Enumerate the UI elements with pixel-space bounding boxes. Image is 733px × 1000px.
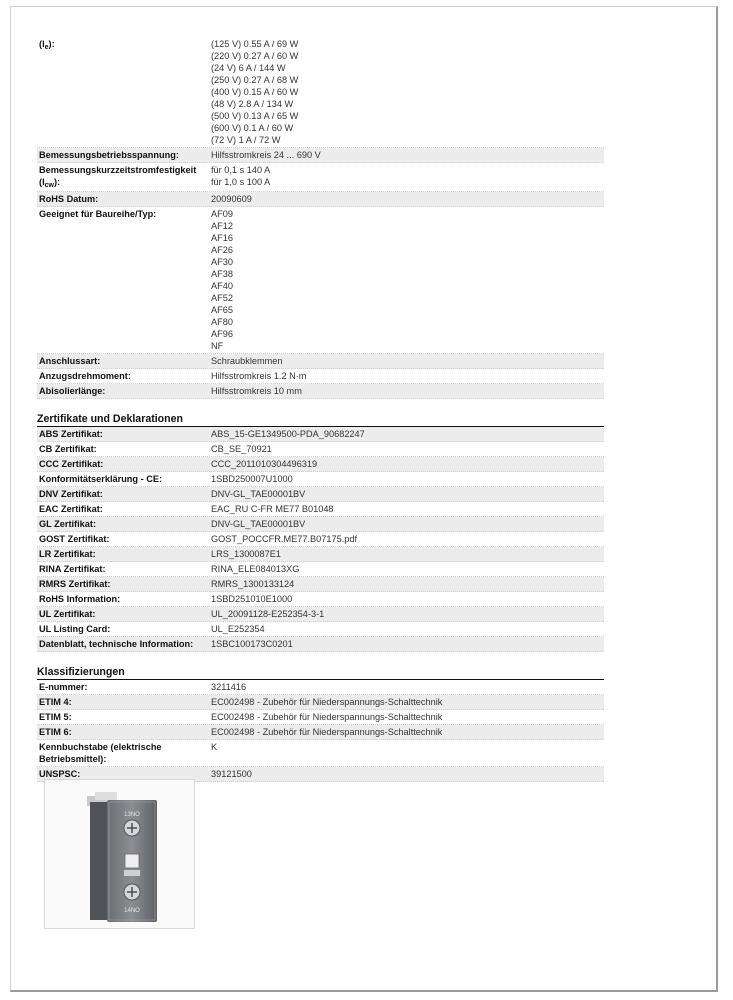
certificate-row (37, 622, 604, 637)
certificate-value: 1SBC100173C0201 (211, 639, 293, 649)
spec-value: AF09 AF12 AF16 AF26 AF30 AF38 AF40 AF52 AF65 AF80 AF96 NF (211, 209, 233, 351)
spec-label: Abisolierlänge: (39, 386, 106, 396)
certificates-table (37, 427, 604, 652)
certificate-label: DNV Zertifikat: (39, 489, 103, 499)
spec-label: $(I_e)$: (39, 39, 55, 51)
spec-label: RoHS Datum: (39, 194, 99, 204)
classification-label: UNSPSC: (39, 769, 81, 779)
certificate-row (37, 442, 604, 457)
spec-value: Hilfsstromkreis 1.2 N·m (211, 371, 307, 381)
classification-label: Kennbuchstabe (elektrische Betriebsmittel): (39, 742, 162, 764)
certificate-value: CB_SE_70921 (211, 444, 272, 454)
spec-value: (125 V) 0.55 A / 69 W (220 V) 0.27 A / 60 W (24 V) 6 A / 144 W (250 V) 0.27 A / 68 W (400 V) 0.15 A / 60 W (48 V) 2.8 A / 134 W (500 V) 0.13 A / 65 W (600 V) 0.1 A / 60 W (72 V) 1 A / 72 W (211, 39, 299, 145)
certificate-row (37, 547, 604, 562)
spec-label: Geeignet für Baureihe/Typ: (39, 209, 157, 219)
certificate-row (37, 472, 604, 487)
certificate-value: 1SBD251010E1000 (211, 594, 293, 604)
classification-label: E-nummer: (39, 682, 88, 692)
terminal-label-14: 14NO (124, 908, 140, 914)
certificate-value: DNV-GL_TAE00001BV (211, 519, 306, 529)
spec-row (37, 369, 604, 384)
certificate-value: RINA_ELE084013XG (211, 564, 300, 574)
certificate-label: Datenblatt, technische Information: (39, 639, 194, 649)
spec-label: Bemessungskurzzeitstromfestigkeit $(I_{cw})$: (39, 165, 197, 189)
spec-row (37, 163, 604, 192)
certificate-label: RINA Zertifikat: (39, 564, 106, 574)
certificate-label: RMRS Zertifikat: (39, 579, 111, 589)
certificates-title: Zertifikate und Deklarationen (37, 413, 604, 427)
spec-row (37, 37, 604, 148)
classification-value: EC002498 - Zubehör für Niederspannungs-Schalttechnik (211, 727, 443, 737)
certificate-value: LRS_1300087E1 (211, 549, 281, 559)
classification-row (37, 680, 604, 695)
certificate-label: UL Zertifikat: (39, 609, 96, 619)
certificate-label: EAC Zertifikat: (39, 504, 103, 514)
certificate-row (37, 517, 604, 532)
certificate-row (37, 427, 604, 442)
certificate-label: GL Zertifikat: (39, 519, 97, 529)
classification-label: ETIM 5: (39, 712, 72, 722)
classification-row (37, 695, 604, 710)
classification-value: EC002498 - Zubehör für Niederspannungs-Schalttechnik (211, 712, 443, 722)
certificate-label: UL Listing Card: (39, 624, 111, 634)
document-content (37, 37, 604, 782)
certificate-label: GOST Zertifikat: (39, 534, 110, 544)
certificate-value: RMRS_1300133124 (211, 579, 295, 589)
certificate-label: CB Zertifikat: (39, 444, 97, 454)
certificate-label: RoHS Information: (39, 594, 121, 604)
spec-row (37, 148, 604, 163)
spec-value: Hilfsstromkreis 10 mm (211, 386, 302, 396)
certificate-value: ABS_15-GE1349500-PDA_90682247 (211, 429, 365, 439)
certificate-value: 1SBD250007U1000 (211, 474, 293, 484)
certificate-row (37, 487, 604, 502)
certificate-label: CCC Zertifikat: (39, 459, 104, 469)
certificate-row (37, 502, 604, 517)
certificate-row (37, 457, 604, 472)
spec-label: Anschlussart: (39, 356, 101, 366)
certificate-value: CCC_2011010304496319 (211, 459, 318, 469)
spec-row (37, 192, 604, 207)
product-photo (44, 779, 195, 929)
spec-row (37, 354, 604, 369)
classification-label: ETIM 6: (39, 727, 72, 737)
spec-value: Hilfsstromkreis 24 ... 690 V (211, 150, 321, 160)
certificate-value: EAC_RU C-FR ME77 B01048 (211, 504, 334, 514)
terminal-label-13: 13NO (124, 812, 140, 818)
spec-value: Schraubklemmen (211, 356, 283, 366)
spec-label: Anzugsdrehmoment: (39, 371, 131, 381)
certificate-value: DNV-GL_TAE00001BV (211, 489, 306, 499)
technical-data-table (37, 37, 604, 399)
spec-value: für 0,1 s 140 A für 1,0 s 100 A (211, 165, 271, 187)
certificate-row (37, 532, 604, 547)
classification-value: K (211, 742, 218, 752)
classification-value: EC002498 - Zubehör für Niederspannungs-Schalttechnik (211, 697, 443, 707)
certificate-row (37, 577, 604, 592)
spec-value: 20090609 (211, 194, 252, 204)
spec-label: Bemessungsbetriebsspannung: (39, 150, 179, 160)
classification-label: ETIM 4: (39, 697, 72, 707)
classification-row (37, 710, 604, 725)
certificate-row (37, 592, 604, 607)
classification-value: 3211416 (211, 682, 247, 692)
certificate-label: ABS Zertifikat: (39, 429, 103, 439)
certificate-row (37, 562, 604, 577)
classification-row (37, 740, 604, 767)
certificate-value: UL_E252354 (211, 624, 265, 634)
certificate-row (37, 637, 604, 652)
classification-value: 39121500 (211, 769, 252, 779)
spec-row (37, 384, 604, 399)
spec-row (37, 207, 604, 354)
certificate-value: GOST_POCCFR.ME77.B07175.pdf (211, 534, 358, 544)
classifications-table (37, 680, 604, 782)
classifications-title: Klassifizierungen (37, 666, 604, 680)
certificate-value: UL_20091128-E252354-3-1 (211, 609, 325, 619)
certificate-label: LR Zertifikat: (39, 549, 96, 559)
classification-row (37, 725, 604, 740)
certificate-row (37, 607, 604, 622)
certificate-label: Konformitätserklärung - CE: (39, 474, 163, 484)
contact-block-image (45, 780, 194, 928)
